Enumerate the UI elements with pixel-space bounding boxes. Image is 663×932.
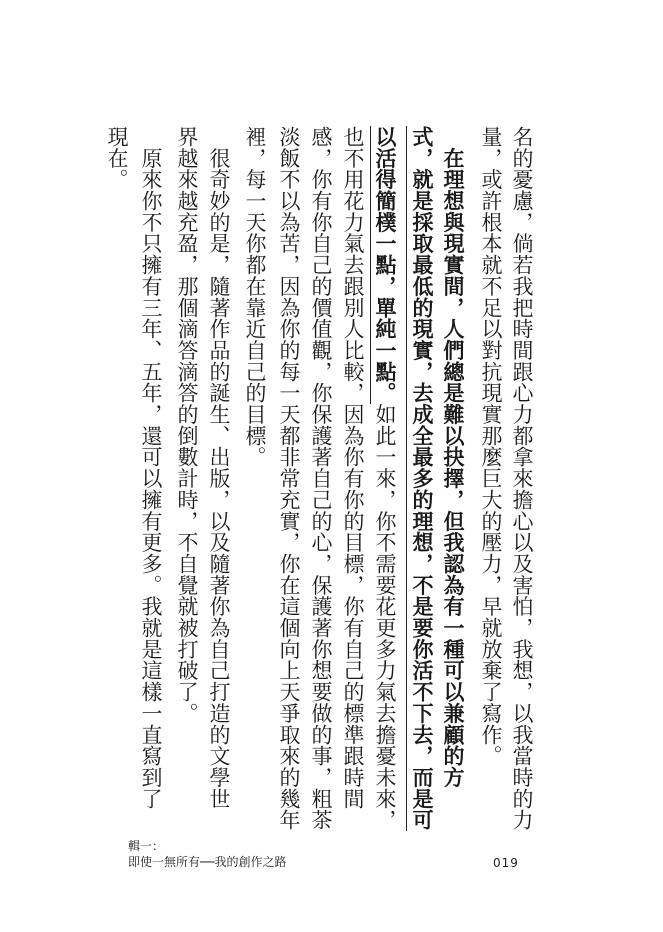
- text-column-4-bold: 式，就是採取最低的現實，去成全最多的理想，不是要你活不下去，而是可: [406, 126, 435, 831]
- text-column-7: 感，你有你自己的價值觀，你保護著自己的心，保護著你想要做的事，粗茶: [309, 126, 333, 831]
- text-column-6: 也不用花力氣去跟別人比較，因為你有你的目標，你有自己的標準跟時間: [341, 126, 365, 810]
- text-column-12: 原來你不只擁有三年、五年，還可以擁有更多。我就是這樣一直寫到了: [139, 126, 163, 810]
- page-number: 019: [493, 856, 519, 870]
- text-column-10: 很奇妙的是，隨著作品的誕生、出版，以及隨著你為自己打造的文學世: [207, 126, 231, 810]
- text-column-2: 量，或許根本就不足以對抗現實那麼巨大的壓力，早就放棄了寫作。: [479, 126, 503, 767]
- text-column-11: 界越來越充盈，那個滴答滴答的倒數計時，不自覺就被打破了。: [175, 126, 199, 724]
- bold-phrase: 以活得簡樸一點，單純一點。: [370, 126, 398, 404]
- text-column-13: 現在。: [105, 126, 129, 191]
- running-footer: [128, 838, 286, 870]
- footer-section: 輯一：: [128, 839, 165, 853]
- text-column-5-rest: 如此一來，你不需要花更多力氣去擔憂未來，: [373, 403, 397, 831]
- text-column-3-bold: 在理想與現實間，人們總是難以抉擇，但我認為有一種可以兼顧的方: [441, 126, 466, 788]
- text-column-8: 淡飯不以為苦，因為你的每一天都非常充實，你在這個向上天爭取來的幾年: [277, 126, 301, 831]
- footer-book-title: 即使一無所有──我的創作之路: [128, 855, 287, 869]
- text-column-1: 名的憂慮，倘若我把時間跟心力都拿來擔心以及害怕，我想，以我當時的力: [510, 126, 534, 831]
- text-column-9: 裡，每一天你都在靠近自己的目標。: [243, 126, 267, 468]
- text-column-5: [372, 126, 398, 831]
